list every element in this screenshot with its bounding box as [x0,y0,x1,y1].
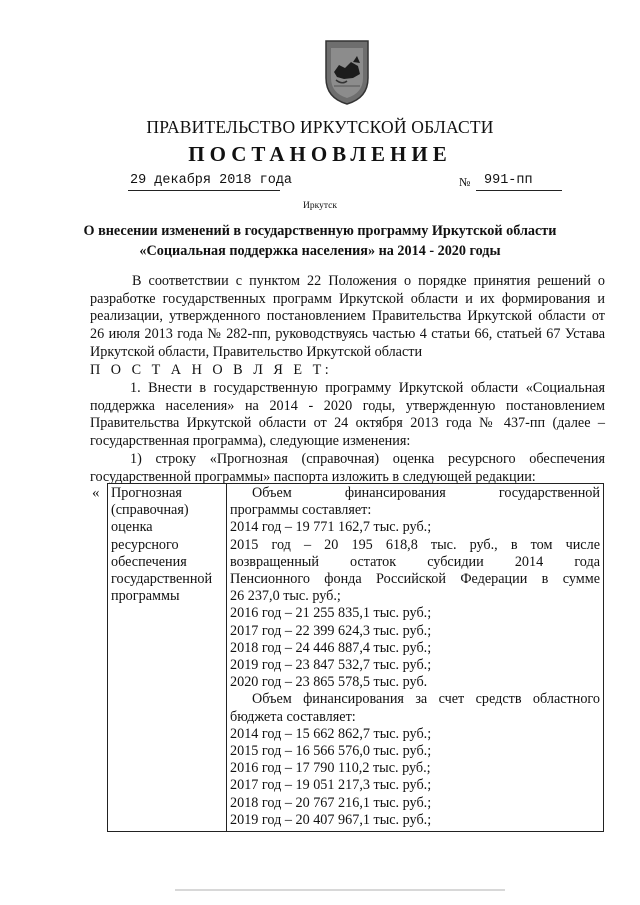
passport-table [107,483,604,832]
number-underline [476,190,562,191]
label-line: программы [111,588,180,605]
label-line: Прогнозная [111,485,182,501]
opening-quote: « [92,485,100,501]
document-type: ПОСТАНОВЛЕНИЕ [188,142,452,166]
total-2015: 2015 год – 20 195 618,8 тыс. руб., в том числе [230,536,600,553]
label-line: (справочная) [111,502,189,519]
total-2015-cont: возвращенный остаток субсидии 2014 года [230,553,600,570]
regional-2017: 2017 год – 19 051 217,3 тыс. руб.; [230,777,432,794]
item-1-1-paragraph: 1) строку «Прогнозная (справочная) оценка ресурсного обеспечения государственной программы» паспорта изложить в следующей редакции: [90,451,605,485]
total-2015-cont: 26 237,0 тыс. руб.; [230,588,341,605]
label-line: обеспечения [111,553,187,570]
total-2014: 2014 год – 19 771 162,7 тыс. руб.; [230,519,432,536]
regional-2015: 2015 год – 16 566 576,0 тыс. руб.; [230,743,432,760]
regional-heading-cont: бюджета составляет: [230,708,356,725]
scan-artifact [175,889,505,891]
total-2018: 2018 год – 24 446 887,4 тыс. руб.; [230,639,432,656]
total-2016: 2016 год – 21 255 835,1 тыс. руб.; [230,605,432,622]
city: Иркутск [303,201,337,211]
total-heading-cont: программы составляет: [230,502,372,519]
resolution-title-line1: О внесении изменений в государственную программу Иркутской области [83,223,557,239]
date-underline [128,190,280,191]
number-mark: № [459,175,471,189]
resolution-title [80,221,560,261]
resolution-title-line2: «Социальная поддержка населения» на 2014 - 2020 годы [139,243,501,259]
label-line: ресурсного [111,536,179,553]
row-value-cell [227,484,604,832]
regional-2016: 2016 год – 17 790 110,2 тыс. руб.; [230,760,431,777]
resolution-number: 991-пп [484,173,533,188]
row-label-cell [108,484,227,832]
resolution-date: 29 декабря 2018 года [130,173,293,188]
item-1-paragraph: 1. Внести в государственную программу Иркутской области «Социальная поддержка населения» на 2014 - 2020 годы, утвержденную постановлением Правительства Иркутской области от 24 октября 2013 года № 437-пп (далее – государственная программа), следующие изменения: [90,380,605,450]
regional-2019: 2019 год – 20 407 967,1 тыс. руб.; [230,811,432,828]
regional-2018: 2018 год – 20 767 216,1 тыс. руб.; [230,794,432,811]
coat-of-arms-emblem [322,38,372,106]
resolves-word: П О С Т А Н О В Л Я Е Т: [90,362,333,378]
label-line: государственной [111,571,213,588]
total-2019: 2019 год – 23 847 532,7 тыс. руб.; [230,657,432,674]
regional-2014: 2014 год – 15 662 862,7 тыс. руб.; [230,725,432,742]
preamble-paragraph: В соответствии с пунктом 22 Положения о порядке принятия решений о разработке государственных программ Иркутской области и их формирования и реализации, утвержденного постановлением Правительства Иркутской области от 26 июля 2013 года № 282-пп, руководствуясь частью 4 статьи 66, статьей 67 Устава Иркутской области, Правительство Иркутской области [90,273,605,360]
government-title: ПРАВИТЕЛЬСТВО ИРКУТСКОЙ ОБЛАСТИ [146,117,494,137]
total-heading: Объем финансирования государственной [252,485,600,501]
total-2015-cont: Пенсионного фонда Российской Федерации в сумме [230,571,600,588]
regional-heading: Объем финансирования за счет средств областного [252,691,600,708]
table-row [108,484,604,832]
label-line: оценка [111,519,153,536]
total-2020: 2020 год – 23 865 578,5 тыс. руб. [230,674,428,691]
total-2017: 2017 год – 22 399 624,3 тыс. руб.; [230,622,432,639]
